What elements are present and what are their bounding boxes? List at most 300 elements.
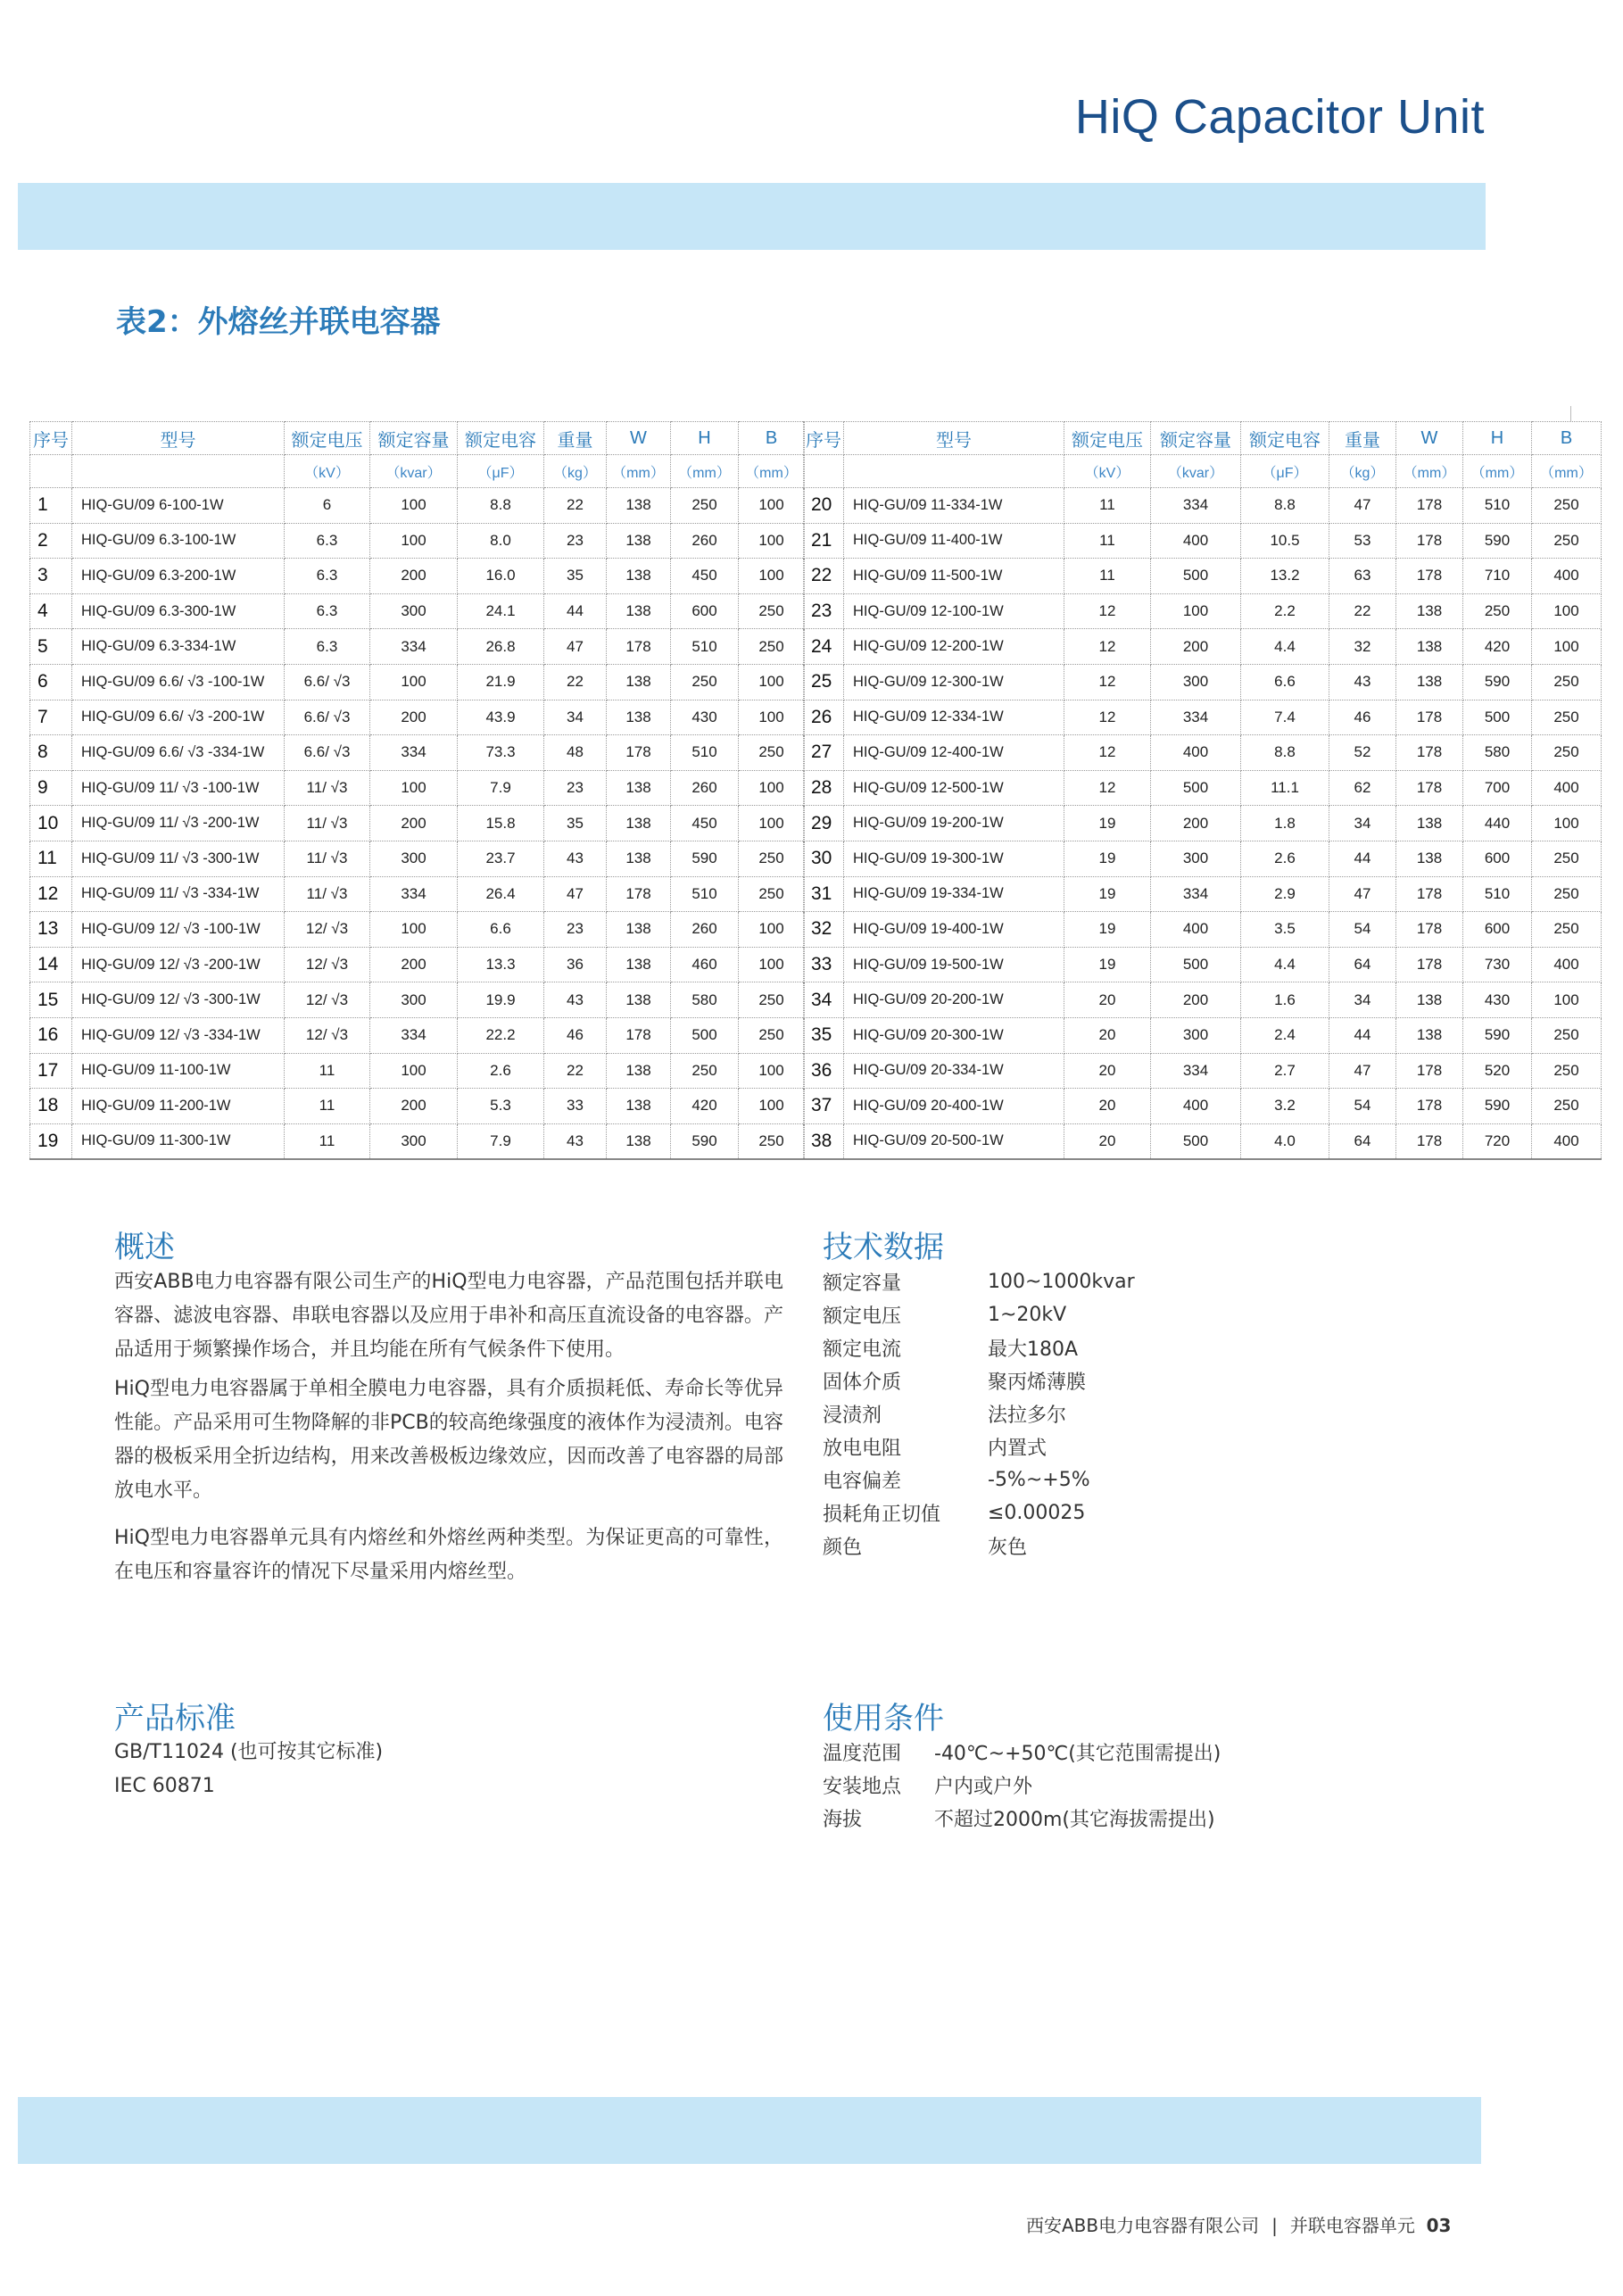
value-cell: 700 [1463, 770, 1532, 806]
value-cell: 11 [1064, 523, 1151, 559]
value-cell: 400 [1532, 947, 1602, 982]
value-cell: 100 [739, 523, 805, 559]
kv-key: 损耗角正切值 [823, 1504, 941, 1526]
value-cell: 12 [1064, 593, 1151, 629]
value-cell: 178 [607, 735, 671, 771]
value-cell: 33 [544, 1089, 607, 1124]
model-cell: HIQ-GU/09 11-500-1W [844, 559, 1064, 594]
model-cell: HIQ-GU/09 11-334-1W [844, 488, 1064, 524]
model-cell: HIQ-GU/09 11/ √3 -200-1W [72, 806, 285, 841]
row-number: 3 [30, 559, 72, 594]
value-cell: 250 [1532, 523, 1602, 559]
value-cell: 6.6 [458, 912, 544, 948]
table-row [804, 629, 1602, 665]
value-cell: 334 [1151, 488, 1241, 524]
table-row [30, 912, 805, 948]
value-cell: 100 [739, 912, 805, 948]
kv-row [823, 1736, 1221, 1769]
unit-cell: （mm） [1396, 455, 1463, 488]
value-cell: 6.3 [285, 559, 370, 594]
unit-cell [30, 455, 72, 488]
row-number: 24 [804, 629, 844, 665]
value-cell: 64 [1329, 1123, 1396, 1159]
header-cell: 额定电容 [458, 422, 544, 455]
kv-row [823, 1463, 1135, 1496]
value-cell: 138 [607, 770, 671, 806]
model-cell: HIQ-GU/09 20-500-1W [844, 1123, 1064, 1159]
value-cell: 178 [1396, 947, 1463, 982]
value-cell: 300 [370, 841, 458, 876]
value-cell: 334 [370, 735, 458, 771]
value-cell: 22 [1329, 593, 1396, 629]
value-cell: 21.9 [458, 664, 544, 700]
value-cell: 250 [1532, 1017, 1602, 1053]
model-cell: HIQ-GU/09 12-300-1W [844, 664, 1064, 700]
standard-item: GB/T11024 (也可按其它标准) [114, 1741, 384, 1763]
value-cell: 200 [370, 1089, 458, 1124]
value-cell: 11/ √3 [285, 841, 370, 876]
value-cell: 138 [607, 664, 671, 700]
value-cell: 250 [671, 488, 739, 524]
table-row [30, 1089, 805, 1124]
value-cell: 2.6 [1241, 841, 1329, 876]
value-cell: 2.9 [1241, 876, 1329, 912]
value-cell: 300 [1151, 1017, 1241, 1053]
row-number: 17 [30, 1053, 72, 1089]
kv-row [823, 1430, 1135, 1463]
row-number: 6 [30, 664, 72, 700]
unit-cell: （mm） [671, 455, 739, 488]
value-cell: 100 [370, 488, 458, 524]
value-cell: 500 [1463, 700, 1532, 735]
kv-value: 最大180A [988, 1339, 1079, 1361]
header-cell: H [1463, 422, 1532, 455]
table-row [30, 841, 805, 876]
unit-cell: （mm） [1532, 455, 1602, 488]
table-row [30, 735, 805, 771]
value-cell: 450 [671, 806, 739, 841]
model-cell: HIQ-GU/09 11-400-1W [844, 523, 1064, 559]
value-cell: 430 [1463, 982, 1532, 1018]
capacitor-table-left [29, 421, 805, 1160]
table-row [804, 700, 1602, 735]
kv-row [823, 1529, 1135, 1562]
model-cell: HIQ-GU/09 6.6/ √3 -100-1W [72, 664, 285, 700]
value-cell: 460 [671, 947, 739, 982]
model-cell: HIQ-GU/09 11/ √3 -100-1W [72, 770, 285, 806]
value-cell: 510 [671, 735, 739, 771]
value-cell: 10.5 [1241, 523, 1329, 559]
row-number: 16 [30, 1017, 72, 1053]
header-cell: B [1532, 422, 1602, 455]
value-cell: 4.4 [1241, 947, 1329, 982]
value-cell: 100 [739, 488, 805, 524]
value-cell: 100 [1532, 593, 1602, 629]
value-cell: 300 [1151, 664, 1241, 700]
value-cell: 5.3 [458, 1089, 544, 1124]
value-cell: 250 [671, 664, 739, 700]
value-cell: 7.4 [1241, 700, 1329, 735]
table-row [30, 1017, 805, 1053]
kv-value: 1~20kV [988, 1304, 1067, 1326]
value-cell: 12/ √3 [285, 1017, 370, 1053]
value-cell: 73.3 [458, 735, 544, 771]
model-cell: HIQ-GU/09 11-300-1W [72, 1123, 285, 1159]
model-cell: HIQ-GU/09 12/ √3 -334-1W [72, 1017, 285, 1053]
value-cell: 138 [607, 1089, 671, 1124]
table-title: 表2：外熔丝并联电容器 [116, 304, 441, 340]
capacitor-table-right [803, 421, 1602, 1160]
value-cell: 138 [1396, 982, 1463, 1018]
unit-cell: （mm） [739, 455, 805, 488]
unit-cell: （μF） [458, 455, 544, 488]
value-cell: 6.6/ √3 [285, 664, 370, 700]
unit-cell: （kV） [285, 455, 370, 488]
value-cell: 710 [1463, 559, 1532, 594]
table-row [30, 982, 805, 1018]
model-cell: HIQ-GU/09 19-400-1W [844, 912, 1064, 948]
value-cell: 400 [1532, 1123, 1602, 1159]
value-cell: 138 [607, 700, 671, 735]
value-cell: 178 [1396, 1123, 1463, 1159]
value-cell: 334 [370, 629, 458, 665]
table-row [30, 629, 805, 665]
value-cell: 11.1 [1241, 770, 1329, 806]
value-cell: 16.0 [458, 559, 544, 594]
value-cell: 52 [1329, 735, 1396, 771]
table-row [804, 1123, 1602, 1159]
value-cell: 11 [285, 1123, 370, 1159]
row-number: 1 [30, 488, 72, 524]
kv-row [823, 1496, 1135, 1529]
value-cell: 580 [1463, 735, 1532, 771]
table-row [804, 876, 1602, 912]
page-number: 03 [1426, 2215, 1452, 2236]
header-cell: 重量 [544, 422, 607, 455]
table-row [30, 488, 805, 524]
value-cell: 54 [1329, 1089, 1396, 1124]
header-cell: 序号 [30, 422, 72, 455]
model-cell: HIQ-GU/09 12/ √3 -100-1W [72, 912, 285, 948]
value-cell: 138 [1396, 664, 1463, 700]
value-cell: 47 [1329, 488, 1396, 524]
value-cell: 400 [1151, 523, 1241, 559]
value-cell: 730 [1463, 947, 1532, 982]
table-row [30, 1053, 805, 1089]
value-cell: 4.0 [1241, 1123, 1329, 1159]
value-cell: 47 [544, 629, 607, 665]
value-cell: 200 [370, 806, 458, 841]
row-number: 7 [30, 700, 72, 735]
unit-cell: （mm） [607, 455, 671, 488]
model-cell: HIQ-GU/09 6.3-100-1W [72, 523, 285, 559]
overview-paragraph-2: HiQ型电力电容器属于单相全膜电力电容器，具有介质损耗低、寿命长等优异性能。产品采用可生物降解的非PCB的较高绝缘强度的液体作为浸渍剂。电容器的极板采用全折边结构，用来改善极板边缘效应，因而改善了电容器的局部放电水平。 [114, 1378, 783, 1502]
value-cell: 138 [607, 559, 671, 594]
value-cell: 100 [1532, 806, 1602, 841]
model-cell: HIQ-GU/09 6.6/ √3 -200-1W [72, 700, 285, 735]
value-cell: 19 [1064, 912, 1151, 948]
value-cell: 720 [1463, 1123, 1532, 1159]
table-body-left [30, 488, 805, 1160]
row-number: 18 [30, 1089, 72, 1124]
value-cell: 250 [1532, 735, 1602, 771]
value-cell: 500 [1151, 1123, 1241, 1159]
value-cell: 34 [1329, 806, 1396, 841]
model-cell: HIQ-GU/09 6.6/ √3 -334-1W [72, 735, 285, 771]
value-cell: 35 [544, 559, 607, 594]
value-cell: 11 [285, 1089, 370, 1124]
value-cell: 100 [739, 1053, 805, 1089]
row-number: 31 [804, 876, 844, 912]
value-cell: 178 [607, 876, 671, 912]
model-cell: HIQ-GU/09 6.3-334-1W [72, 629, 285, 665]
value-cell: 420 [671, 1089, 739, 1124]
unit-cell: （kV） [1064, 455, 1151, 488]
header-row [804, 422, 1602, 455]
row-number: 14 [30, 947, 72, 982]
value-cell: 100 [370, 523, 458, 559]
value-cell: 64 [1329, 947, 1396, 982]
value-cell: 250 [1532, 664, 1602, 700]
value-cell: 100 [370, 912, 458, 948]
value-cell: 200 [1151, 629, 1241, 665]
value-cell: 300 [370, 1123, 458, 1159]
kv-row [823, 1364, 1135, 1397]
model-cell: HIQ-GU/09 11/ √3 -300-1W [72, 841, 285, 876]
value-cell: 590 [1463, 523, 1532, 559]
table-row [30, 770, 805, 806]
value-cell: 47 [1329, 1053, 1396, 1089]
table-row [30, 947, 805, 982]
value-cell: 138 [1396, 841, 1463, 876]
value-cell: 178 [1396, 1053, 1463, 1089]
unit-cell [804, 455, 844, 488]
standards-list [114, 1736, 383, 1803]
kv-key: 额定容量 [823, 1272, 902, 1295]
value-cell: 138 [607, 912, 671, 948]
value-cell: 44 [544, 593, 607, 629]
value-cell: 12 [1064, 664, 1151, 700]
unit-cell: （μF） [1241, 455, 1329, 488]
kv-value: -40℃~+50℃(其它范围需提出) [934, 1743, 1221, 1765]
value-cell: 43 [544, 982, 607, 1018]
value-cell: 138 [607, 947, 671, 982]
value-cell: 19 [1064, 876, 1151, 912]
value-cell: 36 [544, 947, 607, 982]
value-cell: 12/ √3 [285, 982, 370, 1018]
value-cell: 22 [544, 1053, 607, 1089]
value-cell: 400 [1532, 770, 1602, 806]
value-cell: 510 [1463, 876, 1532, 912]
value-cell: 600 [1463, 912, 1532, 948]
kv-value: -5%~+5% [988, 1469, 1090, 1491]
header-cell: 序号 [804, 422, 844, 455]
value-cell: 35 [544, 806, 607, 841]
table-row [804, 1017, 1602, 1053]
value-cell: 20 [1064, 1089, 1151, 1124]
value-cell: 43 [1329, 664, 1396, 700]
footer-separator: | [1271, 2215, 1278, 2236]
value-cell: 12 [1064, 770, 1151, 806]
kv-value: 聚丙烯薄膜 [988, 1372, 1087, 1394]
value-cell: 250 [739, 735, 805, 771]
value-cell: 32 [1329, 629, 1396, 665]
value-cell: 1.8 [1241, 806, 1329, 841]
value-cell: 250 [739, 1123, 805, 1159]
overview-title: 概述 [114, 1230, 175, 1265]
value-cell: 6.6/ √3 [285, 700, 370, 735]
model-cell: HIQ-GU/09 19-200-1W [844, 806, 1064, 841]
value-cell: 200 [1151, 806, 1241, 841]
row-number: 5 [30, 629, 72, 665]
kv-key: 海拔 [823, 1809, 863, 1831]
table-row [804, 735, 1602, 771]
value-cell: 138 [607, 1123, 671, 1159]
row-number: 21 [804, 523, 844, 559]
value-cell: 19 [1064, 841, 1151, 876]
model-cell: HIQ-GU/09 12/ √3 -200-1W [72, 947, 285, 982]
kv-value: 灰色 [988, 1537, 1028, 1559]
value-cell: 250 [1532, 488, 1602, 524]
value-cell: 590 [1463, 1017, 1532, 1053]
value-cell: 138 [607, 523, 671, 559]
value-cell: 250 [1532, 1053, 1602, 1089]
value-cell: 23 [544, 912, 607, 948]
value-cell: 11/ √3 [285, 876, 370, 912]
unit-row [30, 455, 805, 488]
row-number: 28 [804, 770, 844, 806]
value-cell: 200 [370, 559, 458, 594]
header-cell: 额定电压 [1064, 422, 1151, 455]
row-number: 19 [30, 1123, 72, 1159]
value-cell: 138 [607, 982, 671, 1018]
tech-title: 技术数据 [823, 1230, 944, 1265]
value-cell: 250 [1532, 841, 1602, 876]
value-cell: 34 [1329, 982, 1396, 1018]
value-cell: 100 [739, 947, 805, 982]
value-cell: 6.3 [285, 629, 370, 665]
value-cell: 400 [1151, 912, 1241, 948]
value-cell: 138 [607, 1053, 671, 1089]
value-cell: 15.8 [458, 806, 544, 841]
value-cell: 260 [671, 770, 739, 806]
unit-cell: （kvar） [370, 455, 458, 488]
value-cell: 22 [544, 488, 607, 524]
value-cell: 43 [544, 1123, 607, 1159]
kv-value: 100~1000kvar [988, 1271, 1135, 1293]
overview-paragraph-1: 西安ABB电力电容器有限公司生产的HiQ型电力电容器，产品范围包括并联电容器、滤波电容器、串联电容器以及应用于串补和高压直流设备的电容器。产品适用于频繁操作场合，并且均能在所有气候条件下使用。 [114, 1271, 783, 1361]
value-cell: 26.8 [458, 629, 544, 665]
value-cell: 19 [1064, 806, 1151, 841]
header-cell: 额定电压 [285, 422, 370, 455]
value-cell: 590 [671, 841, 739, 876]
value-cell: 200 [1151, 982, 1241, 1018]
footer [1026, 2211, 1451, 2237]
table-row [30, 700, 805, 735]
value-cell: 53 [1329, 523, 1396, 559]
value-cell: 510 [671, 629, 739, 665]
value-cell: 100 [739, 770, 805, 806]
header-cell: 型号 [72, 422, 285, 455]
model-cell: HIQ-GU/09 12-334-1W [844, 700, 1064, 735]
row-number: 26 [804, 700, 844, 735]
kv-key: 额定电流 [823, 1339, 902, 1361]
value-cell: 23 [544, 770, 607, 806]
header-cell: 额定容量 [370, 422, 458, 455]
value-cell: 13.2 [1241, 559, 1329, 594]
row-number: 20 [804, 488, 844, 524]
table-row [30, 1123, 805, 1159]
unit-cell: （kvar） [1151, 455, 1241, 488]
row-number: 8 [30, 735, 72, 771]
value-cell: 250 [671, 1053, 739, 1089]
value-cell: 6.6/ √3 [285, 735, 370, 771]
value-cell: 520 [1463, 1053, 1532, 1089]
header-row [30, 422, 805, 455]
value-cell: 44 [1329, 841, 1396, 876]
model-cell: HIQ-GU/09 11-200-1W [72, 1089, 285, 1124]
table-row [804, 593, 1602, 629]
value-cell: 54 [1329, 912, 1396, 948]
table-row [804, 1053, 1602, 1089]
value-cell: 43 [544, 841, 607, 876]
kv-key: 安装地点 [823, 1776, 902, 1798]
model-cell: HIQ-GU/09 12-100-1W [844, 593, 1064, 629]
model-cell: HIQ-GU/09 19-500-1W [844, 947, 1064, 982]
model-cell: HIQ-GU/09 19-300-1W [844, 841, 1064, 876]
value-cell: 334 [370, 1017, 458, 1053]
value-cell: 22 [544, 664, 607, 700]
value-cell: 250 [1532, 876, 1602, 912]
value-cell: 12 [1064, 629, 1151, 665]
value-cell: 11 [1064, 559, 1151, 594]
row-number: 27 [804, 735, 844, 771]
kv-key: 放电电阻 [823, 1438, 902, 1460]
value-cell: 178 [1396, 735, 1463, 771]
model-cell: HIQ-GU/09 11-100-1W [72, 1053, 285, 1089]
model-cell: HIQ-GU/09 12-200-1W [844, 629, 1064, 665]
model-cell: HIQ-GU/09 11/ √3 -334-1W [72, 876, 285, 912]
row-number: 25 [804, 664, 844, 700]
table-row [804, 770, 1602, 806]
value-cell: 2.6 [458, 1053, 544, 1089]
kv-key: 额定电压 [823, 1305, 902, 1328]
value-cell: 12/ √3 [285, 912, 370, 948]
value-cell: 100 [739, 1089, 805, 1124]
value-cell: 22.2 [458, 1017, 544, 1053]
model-cell: HIQ-GU/09 12/ √3 -300-1W [72, 982, 285, 1018]
value-cell: 600 [1463, 841, 1532, 876]
value-cell: 138 [1396, 593, 1463, 629]
value-cell: 46 [1329, 700, 1396, 735]
table-row [30, 523, 805, 559]
table-row [30, 806, 805, 841]
value-cell: 510 [1463, 488, 1532, 524]
row-number: 34 [804, 982, 844, 1018]
value-cell: 4.4 [1241, 629, 1329, 665]
value-cell: 19 [1064, 947, 1151, 982]
value-cell: 500 [671, 1017, 739, 1053]
row-number: 10 [30, 806, 72, 841]
value-cell: 47 [544, 876, 607, 912]
value-cell: 11 [285, 1053, 370, 1089]
kv-key: 颜色 [823, 1537, 863, 1559]
value-cell: 11/ √3 [285, 806, 370, 841]
footer-band [18, 2097, 1481, 2164]
brand-title: HiQ Capacitor Unit [1074, 90, 1485, 144]
value-cell: 334 [1151, 1053, 1241, 1089]
value-cell: 250 [739, 841, 805, 876]
